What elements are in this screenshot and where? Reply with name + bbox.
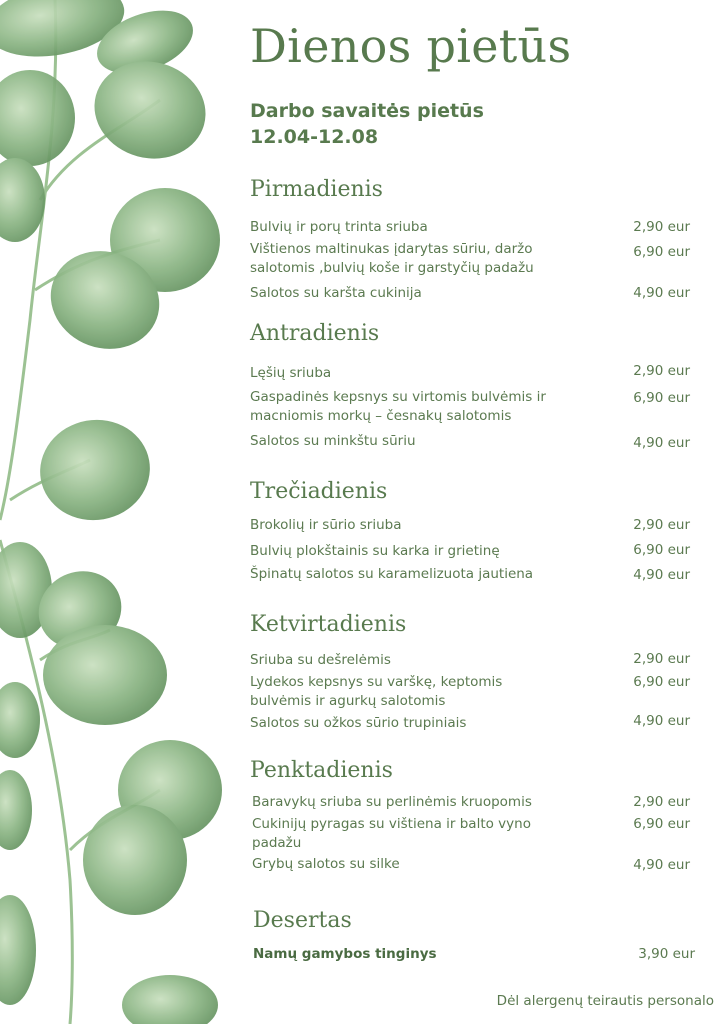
menu-item-price: 4,90 eur xyxy=(633,713,690,729)
menu-item-name: Salotos su ožkos sūrio trupiniais xyxy=(250,715,467,731)
menu-item-price: 6,90 eur xyxy=(633,390,690,406)
menu-item-name: Grybų salotos su silke xyxy=(252,856,400,872)
menu-item-price: 6,90 eur xyxy=(633,244,690,260)
menu-item-name: Špinatų salotos su karamelizuota jautiena xyxy=(250,566,534,582)
day-heading-tuesday: Antradienis xyxy=(250,321,380,346)
menu-item-name: Vištienos maltinukas įdarytas sūriu, daržo salotomis ,bulvių koše ir garstyčių padažu xyxy=(250,241,534,276)
menu-item-name: Salotos su karšta cukinija xyxy=(250,285,422,301)
day-heading-wednesday: Trečiadienis xyxy=(250,479,388,504)
allergen-note: Dėl alergenų teirautis personalo xyxy=(496,993,714,1009)
menu-item-name: Salotos su minkštu sūriu xyxy=(250,433,416,449)
day-heading-thursday: Ketvirtadienis xyxy=(250,612,407,637)
subtitle-dates: 12.04-12.08 xyxy=(250,126,379,148)
dessert-heading: Desertas xyxy=(253,908,352,933)
menu-item-name: Brokolių ir sūrio sriuba xyxy=(250,517,402,533)
day-heading-monday: Pirmadienis xyxy=(250,177,383,202)
menu-item-price: 2,90 eur xyxy=(633,517,690,533)
subtitle-week: Darbo savaitės pietūs xyxy=(250,100,484,122)
menu-item-name: Bulvių ir porų trinta sriuba xyxy=(250,219,428,235)
menu-item-name: Cukinijų pyragas su vištiena ir balto vyno padažu xyxy=(252,816,531,851)
menu-item-price: 6,90 eur xyxy=(633,542,690,558)
menu-item-price: 2,90 eur xyxy=(633,651,690,667)
menu-item-price: 2,90 eur xyxy=(633,794,690,810)
menu-item-price: 2,90 eur xyxy=(633,363,690,379)
menu-item-name: Baravykų sriuba su perlinėmis kruopomis xyxy=(252,794,532,810)
menu-item-price: 6,90 eur xyxy=(633,674,690,690)
menu-item-price: 4,90 eur xyxy=(633,435,690,451)
menu-item-price: 6,90 eur xyxy=(633,816,690,832)
dessert-item-price: 3,90 eur xyxy=(638,946,695,962)
menu-item-name: Lęšių sriuba xyxy=(250,365,332,381)
day-heading-friday: Penktadienis xyxy=(250,758,393,783)
menu-item-name: Gaspadinės kepsnys su virtomis bulvėmis ir macniomis morkų – česnakų salotomis xyxy=(250,389,546,424)
page-title: Dienos pietūs xyxy=(250,19,572,73)
subtitle xyxy=(250,98,484,150)
dessert-item-name: Namų gamybos tinginys xyxy=(253,946,437,962)
menu-item-price: 4,90 eur xyxy=(633,857,690,873)
menu-item-name: Lydekos kepsnys su varškę, keptomis bulvėmis ir agurkų salotomis xyxy=(250,674,503,709)
menu-item-name: Bulvių plokštainis su karka ir grietinę xyxy=(250,543,500,559)
menu-item-price: 4,90 eur xyxy=(633,567,690,583)
menu-item-name: Sriuba su dešrelėmis xyxy=(250,652,391,668)
eucalyptus-decoration xyxy=(0,0,230,1024)
menu-item-price: 2,90 eur xyxy=(633,219,690,235)
menu-item-price: 4,90 eur xyxy=(633,285,690,301)
